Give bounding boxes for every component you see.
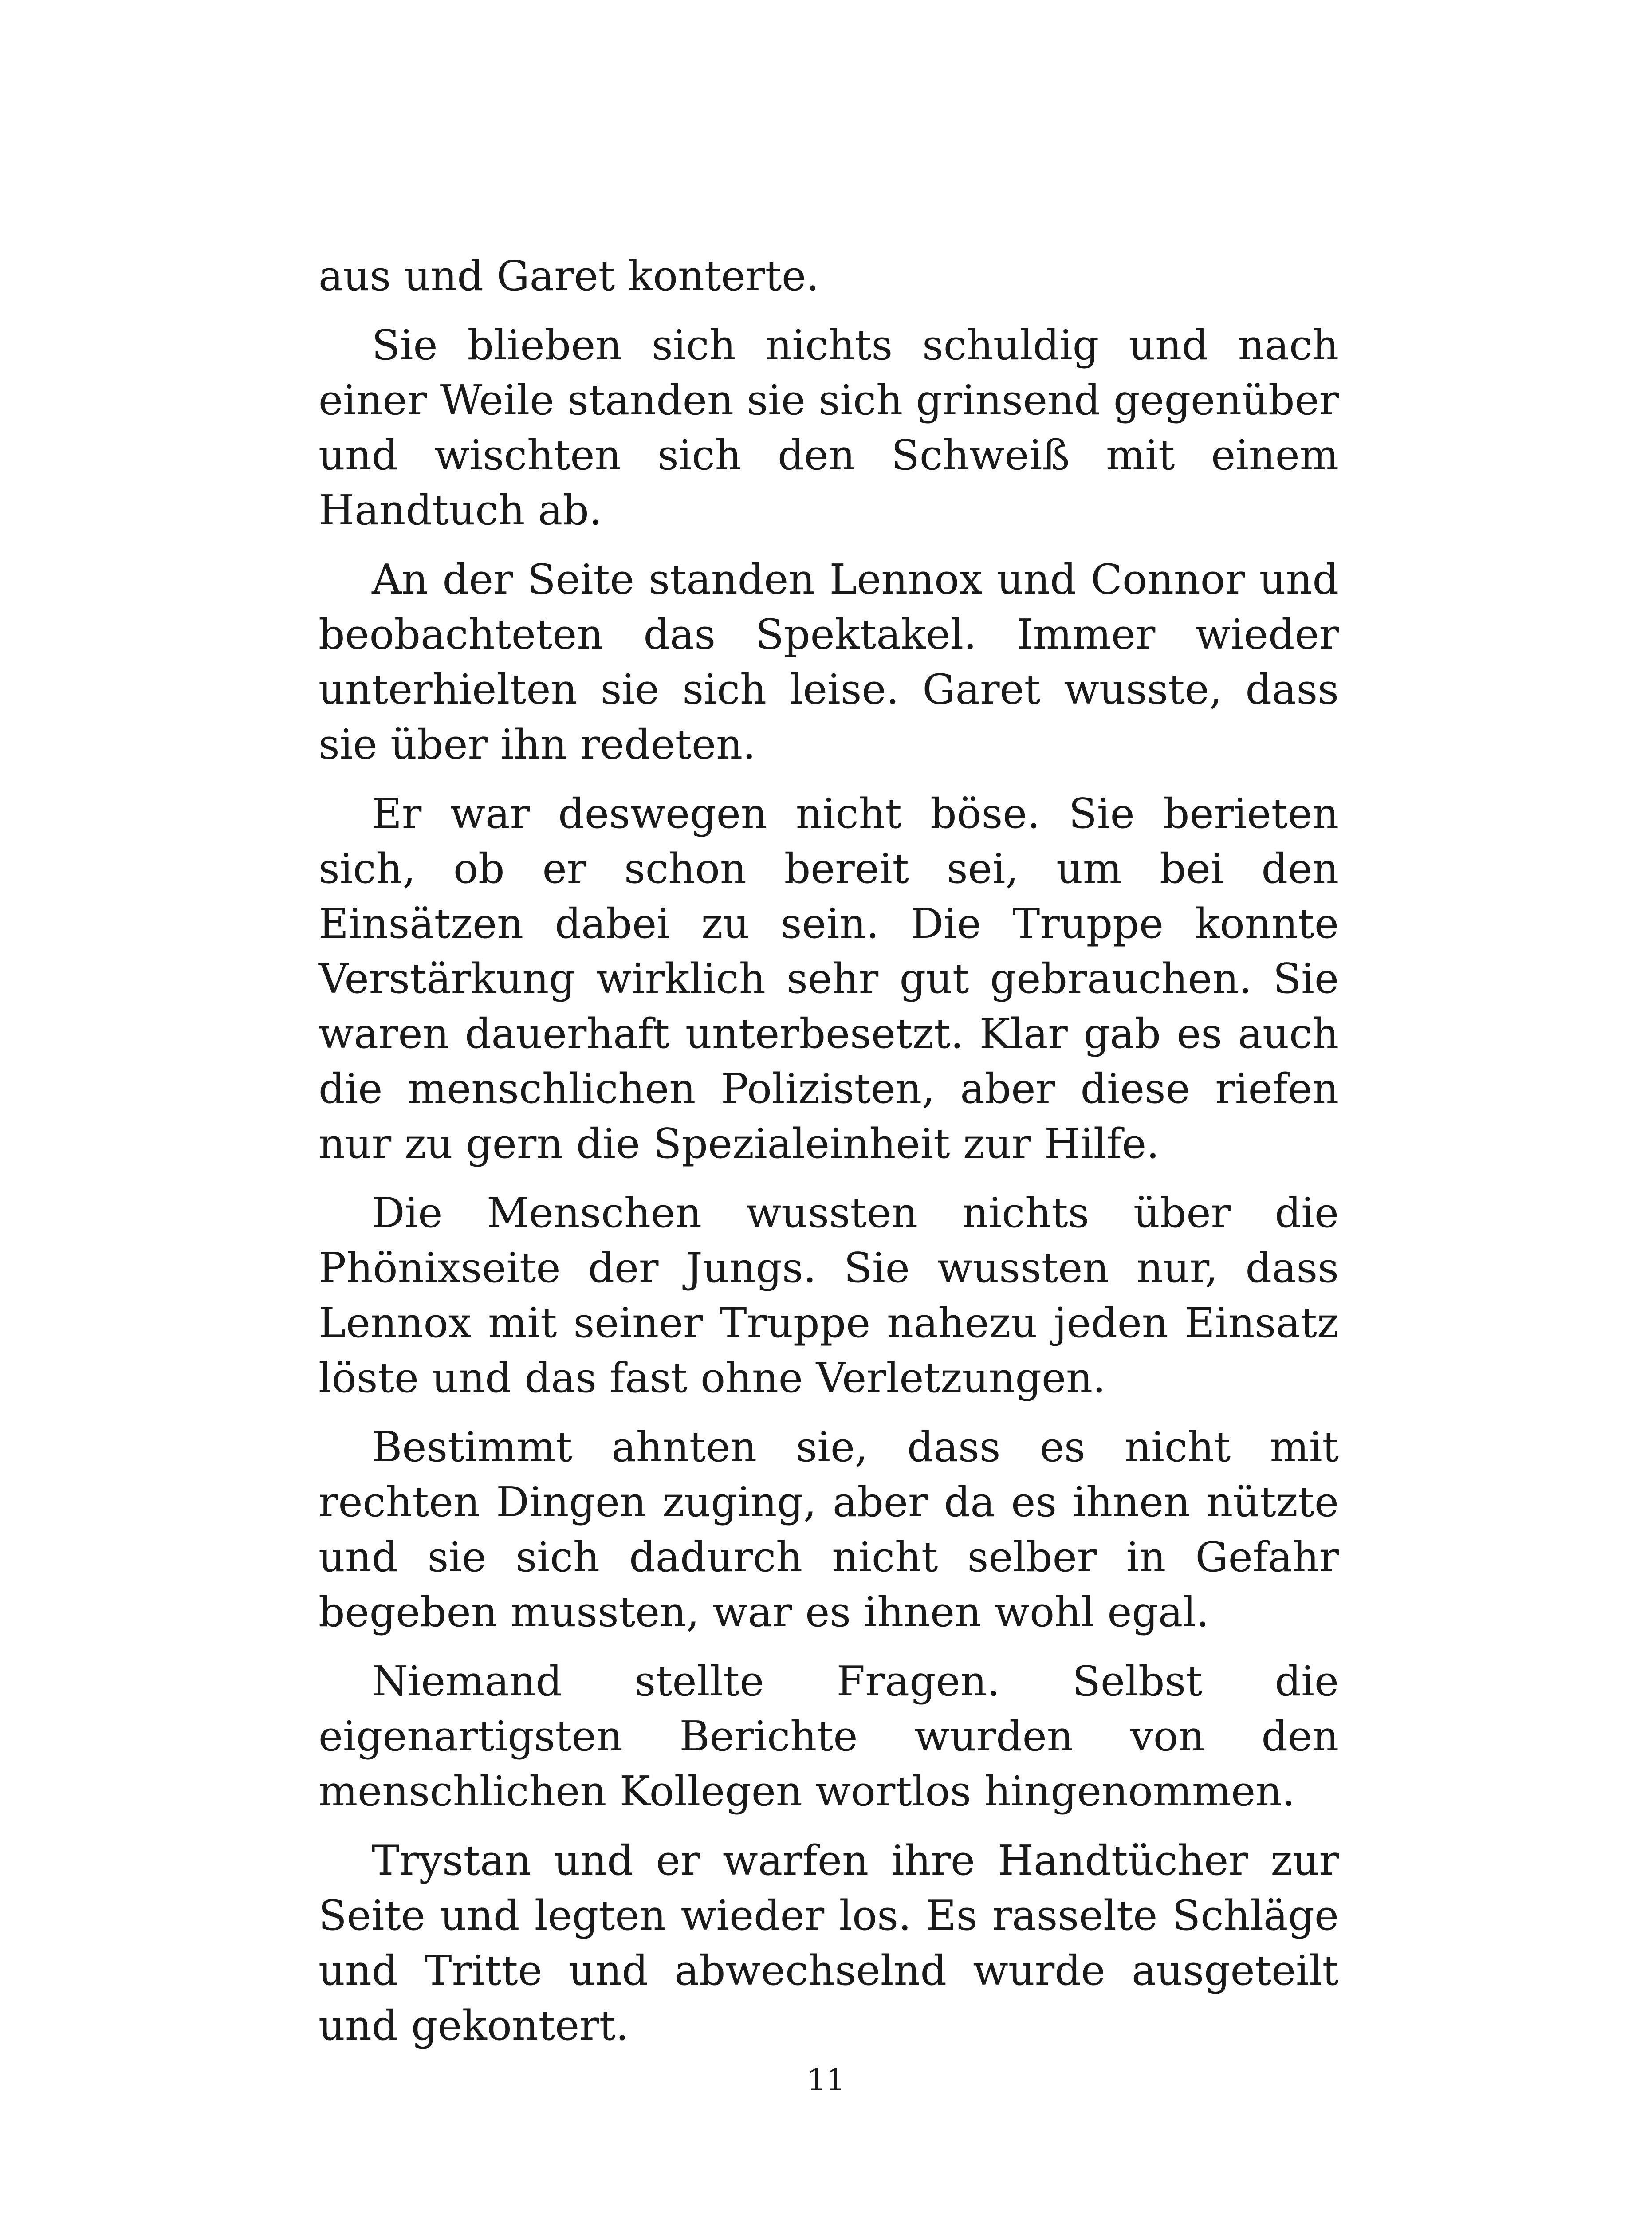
paragraph-3: An der Seite standen Lennox und Connor und beobachteten das Spektakel. Immer wieder unterhielten sie sich leise. Garet wusste, dass sie über ihn redeten. (319, 555, 1339, 768)
paragraph-5: Die Menschen wussten nichts über die Phönixseite der Jungs. Sie wussten nur, dass Lennox mit seiner Truppe nahezu jeden Einsatz löste und das fast ohne Verletzungen. (319, 1189, 1339, 1402)
page-number: 11 (806, 2063, 846, 2098)
paragraph-2: Sie blieben sich nichts schuldig und nach einer Weile standen sie sich grinsend gegenüber und wischten sich den Schweiß mit einem Handtuch ab. (319, 321, 1339, 534)
paragraph-8: Trystan und er warfen ihre Handtücher zur Seite und legten wieder los. Es rasselte Schläge und Tritte und abwechselnd wurde ausgeteilt und gekontert. (319, 1837, 1339, 2049)
paragraph-7: Niemand stellte Fragen. Selbst die eigenartigsten Berichte wurden von den menschlichen Kollegen wortlos hingenommen. (319, 1657, 1339, 1815)
body-text (319, 248, 1339, 2067)
paragraph-6: Bestimmt ahnten sie, dass es nicht mit rechten Dingen zuging, aber da es ihnen nützte und sie sich dadurch nicht selber in Gefahr begeben mussten, war es ihnen wohl egal. (319, 1423, 1339, 1636)
paragraph-4: Er war deswegen nicht böse. Sie berieten sich, ob er schon bereit sei, um bei den Einsätzen dabei zu sein. Die Truppe konnte Verstärkung wirklich sehr gut gebrauchen. Sie waren dauerhaft unterbesetzt. Klar gab es auch die menschlichen Polizisten, aber diese riefen nur zu gern die Spezialeinheit zur Hilfe. (319, 790, 1339, 1168)
paragraph-1: aus und Garet konterte. (319, 252, 819, 300)
